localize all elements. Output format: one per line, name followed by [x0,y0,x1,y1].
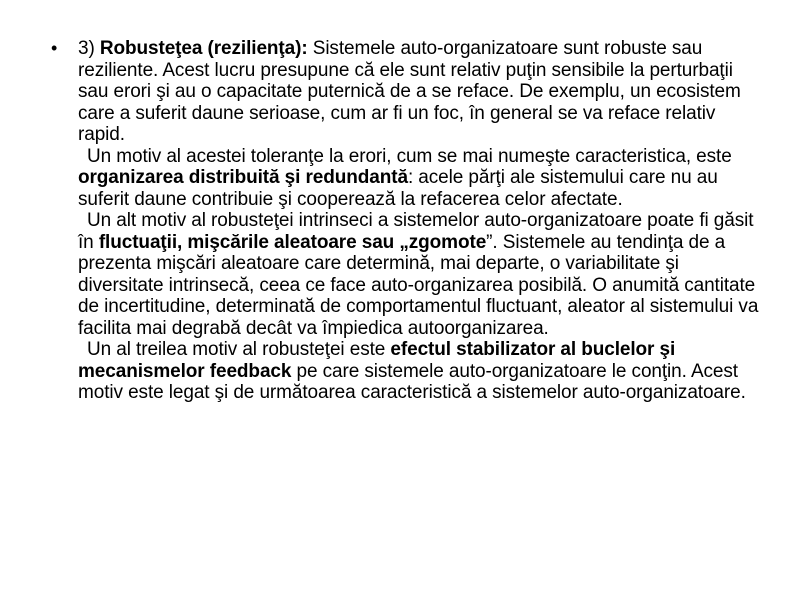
p4-bold-phrase: efectul stabilizator al buclelor şi mecanismelor feedback [78,339,676,382]
p3-bold-phrase: fluctuaţii, mişcările aleatoare sau „zgomote [98,231,487,253]
paragraph-robustness-intro [78,38,764,146]
p2-text-after: : acele părţi ale sistemului care nu au suferit daune contribuie şi cooperează la refacerea celor afectate. [78,167,718,210]
p2-bold-phrase: organizarea distribuită şi redundantă [78,167,408,188]
intro-text: Sistemele auto-organizatoare sunt robuste sau reziliente. Acest lucru presupune că ele sunt relativ puţin sensibile la perturbaţii sau erori şi au o capacitate puternică de a se reface. De exemplu, un ecosistem care a suferit daune serioase, cum ar fi un foc, în general se va reface relativ rapid. [78,38,741,145]
p3-text-before: Un alt motiv al robusteţei intrinseci a sistemelor auto-organizatoare poate fi găsit în [78,210,754,253]
paragraph-feedback [78,339,764,404]
item-number: 3) [78,38,100,59]
paragraph-distributed-organization [78,146,764,211]
item-title: Robusteţea (rezilienţa): [99,38,308,59]
p4-text-after: pe care sistemele auto-organizatoare le conţin. Acest motiv este legat şi de următoarea caracteristică a sistemelor auto-organizatoare. [78,360,746,403]
p3-text-after: ”. Sistemele au tendinţa de a prezenta mişcări aleatoare care determină, mai departe, o variabilitate şi diversitate intrinsecă, ceea ce face auto-organizarea posibilă. O anumită cantitate de incertitudine, determinată de comportamentul fluctuant, aleator al sistemului va facilita mai degrabă decât va împiedica autoorganizarea. [78,231,759,339]
p2-text-before: Un motiv al acestei toleranţe la erori, cum se mai numeşte caracteristica, este [87,145,732,167]
slide-body-text [78,38,764,404]
paragraph-fluctuations [78,210,764,339]
bullet-marker: • [51,38,58,58]
p4-text-before: Un al treilea motiv al robusteţei este [87,339,391,360]
